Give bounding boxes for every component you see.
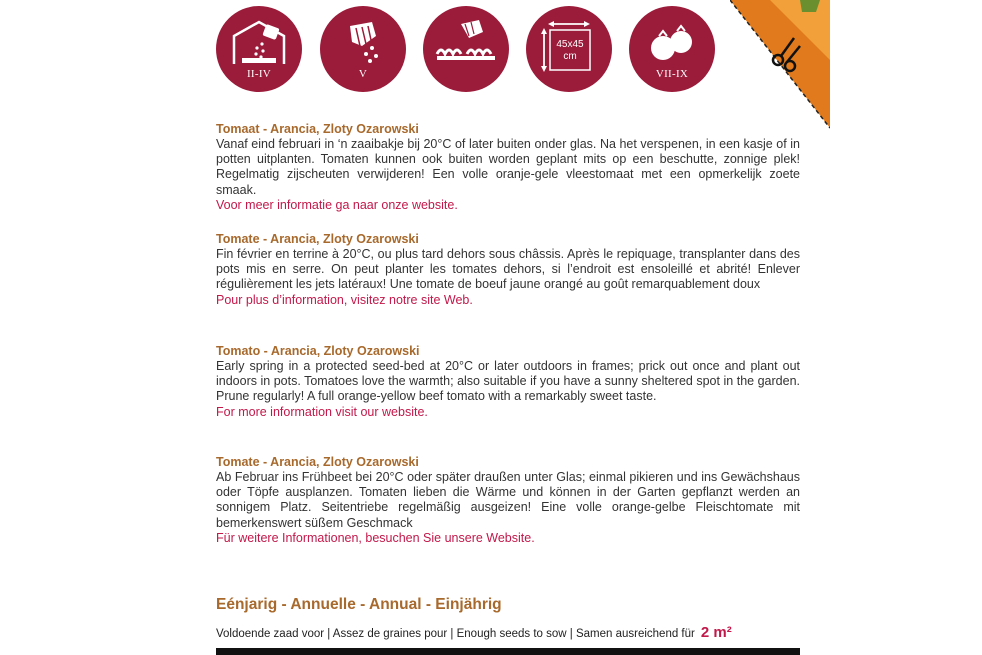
seeds-coverage (216, 624, 732, 641)
sow-period-label: II-IV (246, 68, 272, 80)
seeds-amount: 2 m² (700, 624, 732, 641)
sow-outdoors-period-label: V (358, 68, 368, 80)
website-link[interactable]: Für weitere Informationen, besuchen Sie unsere Website. (216, 530, 535, 545)
block-text: Ab Februar ins Frühbeet bei 20°C oder später draußen unter Glas; einmal pikieren und ins Gewächshaus oder Töpfe ausplanzen. Tomaten lieben die Wärme und können in der Garten gepflanzt werden an sonnigem Platz. Seitentriebe regelmäßig ausgeizen! Eine volle orange-gelbe Fleischtomate mit bemerkenswert süßem Geschmack (216, 470, 800, 530)
text-block-dutch (216, 122, 800, 213)
block-title: Tomate - Arancia, Zloty Ozarowski (216, 232, 419, 246)
block-title: Tomato - Arancia, Zloty Ozarowski (216, 344, 420, 358)
sow-outdoors-hand-icon (320, 6, 406, 92)
block-title: Tomate - Arancia, Zloty Ozarowski (216, 455, 419, 469)
block-text: Early spring in a protected seed-bed at 20°C or later outdoors in frames; prick out once and plant out indoors in pots. Tomatoes love the warmth; also suitable if you have a sunny sheltered spot in the garden. Prune regularly! A full orange-yellow beef tomato with a remarkably sweet taste. (216, 359, 800, 404)
scissors-cut-corner-icon (730, 0, 830, 135)
bottom-bar (216, 648, 800, 655)
transplant-seedlings-icon (423, 6, 509, 92)
text-block-english (216, 344, 800, 420)
sow-indoors-greenhouse-icon (216, 6, 302, 92)
spacing-unit: cm (563, 51, 577, 62)
text-block-german (216, 455, 800, 546)
spacing-icon (526, 6, 612, 92)
harvest-period-label: VII-IX (655, 68, 689, 80)
block-text: Vanaf eind februari in ‘n zaaibakje bij 20°C of later buiten onder glas. Na het verspenen, in een kasje of in potten uitplanten. Tomaten kunnen ook buiten worden geplant mits op een beschutte, zonnige plek! Regelmatig zijscheuten verwijderen! Een volle oranje-gele vleestomaat met een opmerkelijk zoete smaak. (216, 137, 800, 197)
website-link[interactable]: For more information visit our website. (216, 404, 428, 419)
block-title: Tomaat - Arancia, Zloty Ozarowski (216, 122, 419, 136)
block-text: Fin février en terrine à 20°C, ou plus tard dehors sous châssis. Après le repiquage, transplanter dans des pots mis en serre. On peut planter les tomates dehors, si l’endroit est ensoleillé et abrité! Enlever régulièrement les jets latéraux! Une tomate de boeuf jaune orangé au goût remarquablement doux (216, 247, 800, 292)
seeds-text: Voldoende zaad voor | Assez de graines pour | Enough seeds to sow | Samen ausreichend für (216, 628, 695, 640)
text-block-french (216, 232, 800, 308)
annual-label: Eénjarig - Annuelle - Annual - Einjährig (216, 596, 502, 613)
harvest-tomato-icon (629, 6, 715, 92)
icon-row (0, 0, 982, 110)
website-link[interactable]: Pour plus d’information, visitez notre site Web. (216, 292, 473, 307)
spacing-value: 45x45 (556, 39, 584, 50)
website-link[interactable]: Voor meer informatie ga naar onze website. (216, 197, 458, 212)
